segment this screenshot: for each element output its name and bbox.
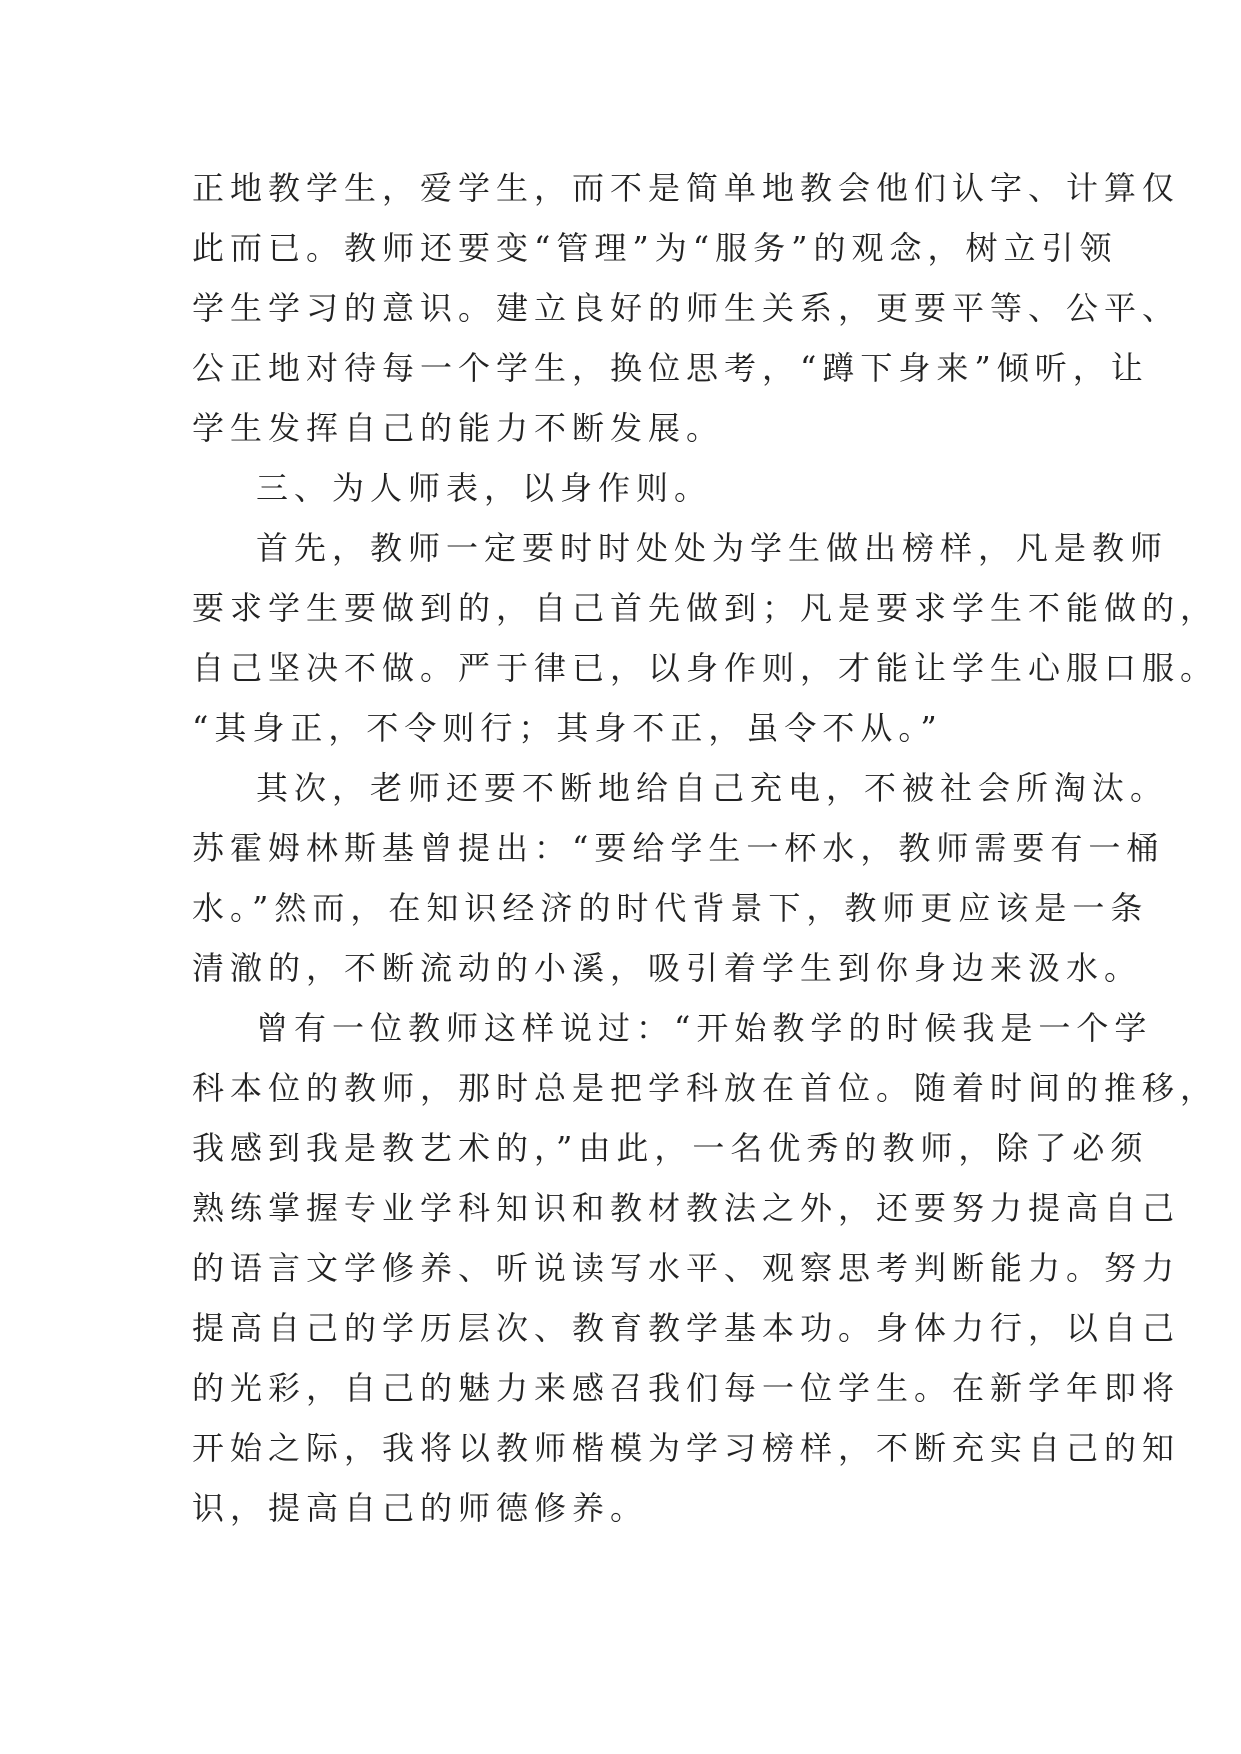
body-text: [192, 158, 1219, 1538]
text-line: 我感到我是教艺术的，”由此，一名优秀的教师，除了必须: [192, 1129, 1149, 1167]
text-line: 三、为人师表，以身作则。: [256, 469, 713, 507]
text-line: 公正地对待每一个学生，换位思考，“蹲下身来”倾听，让: [192, 349, 1149, 387]
text-line: 识，提高自己的师德修养。: [192, 1489, 649, 1527]
text-line: 水。”然而，在知识经济的时代背景下，教师更应该是一条: [192, 889, 1149, 927]
text-line: 正地教学生，爱学生，而不是简单地教会他们认字、计算仅: [192, 169, 1181, 207]
text-line: 科本位的教师，那时总是把学科放在首位。随着时间的推移，: [192, 1069, 1219, 1107]
text-line: 清澈的，不断流动的小溪，吸引着学生到你身边来汲水。: [192, 949, 1143, 987]
text-line: 此而已。教师还要变“管理”为“服务”的观念，树立引领: [192, 229, 1118, 267]
text-line: 自己坚决不做。严于律已，以身作则，才能让学生心服口服。: [192, 649, 1219, 687]
text-line: 提高自己的学历层次、教育教学基本功。身体力行，以自己: [192, 1309, 1181, 1347]
text-line: 其次，老师还要不断地给自己充电，不被社会所淘汰。: [256, 769, 1169, 807]
text-line: 要求学生要做到的，自己首先做到；凡是要求学生不能做的，: [192, 589, 1219, 627]
text-line: 开始之际，我将以教师楷模为学习榜样，不断充实自己的知: [192, 1429, 1181, 1467]
text-line: 学生发挥自己的能力不断发展。: [192, 409, 725, 447]
text-line: 的语言文学修养、听说读写水平、观察思考判断能力。努力: [192, 1249, 1181, 1287]
text-line: 熟练掌握专业学科知识和教材教法之外，还要努力提高自己: [192, 1189, 1181, 1227]
text-line: 曾有一位教师这样说过：“开始教学的时候我是一个学: [256, 1009, 1153, 1047]
text-line: 苏霍姆林斯基曾提出：“要给学生一杯水，教师需要有一桶: [192, 829, 1165, 867]
text-line: 首先，教师一定要时时处处为学生做出榜样，凡是教师: [256, 529, 1169, 567]
text-line: 的光彩，自己的魅力来感召我们每一位学生。在新学年即将: [192, 1369, 1181, 1407]
text-line: “其身正，不令则行；其身不正，虽令不从。”: [192, 709, 943, 747]
text-line: 学生学习的意识。建立良好的师生关系，更要平等、公平、: [192, 289, 1181, 327]
